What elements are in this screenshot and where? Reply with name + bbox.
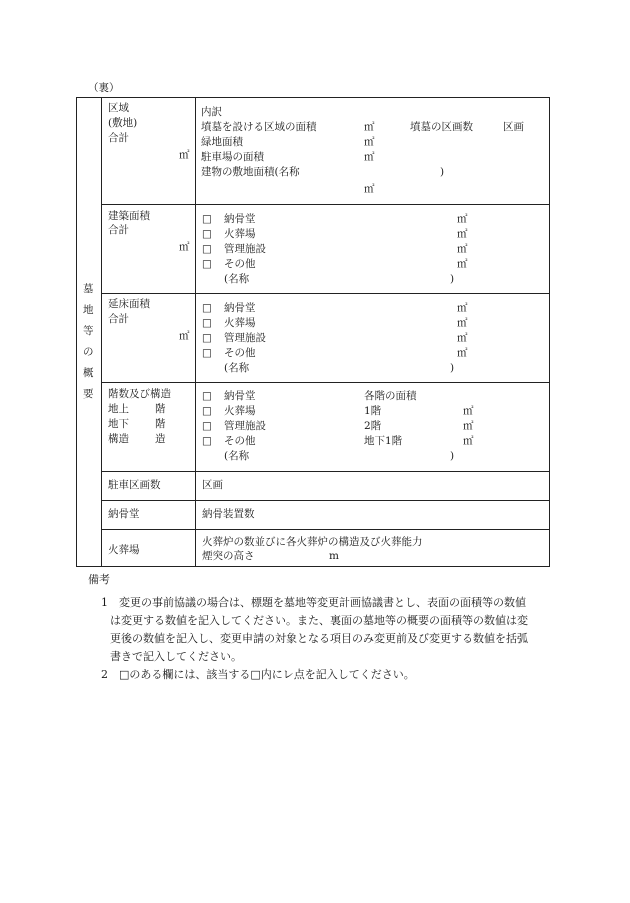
- checkbox[interactable]: □: [202, 435, 212, 447]
- page-side-label: （裏）: [88, 82, 120, 94]
- checkbox[interactable]: □: [202, 243, 212, 255]
- checkbox[interactable]: □: [202, 213, 212, 225]
- checkbox[interactable]: □: [202, 302, 212, 314]
- checkbox[interactable]: □: [202, 420, 212, 432]
- checkbox[interactable]: □: [202, 258, 212, 270]
- checkbox[interactable]: □: [202, 405, 212, 417]
- checkbox[interactable]: □: [202, 390, 212, 402]
- checkbox[interactable]: □: [202, 347, 212, 359]
- checkbox[interactable]: □: [202, 228, 212, 240]
- checkbox[interactable]: □: [202, 332, 212, 344]
- checkbox[interactable]: □: [202, 317, 212, 329]
